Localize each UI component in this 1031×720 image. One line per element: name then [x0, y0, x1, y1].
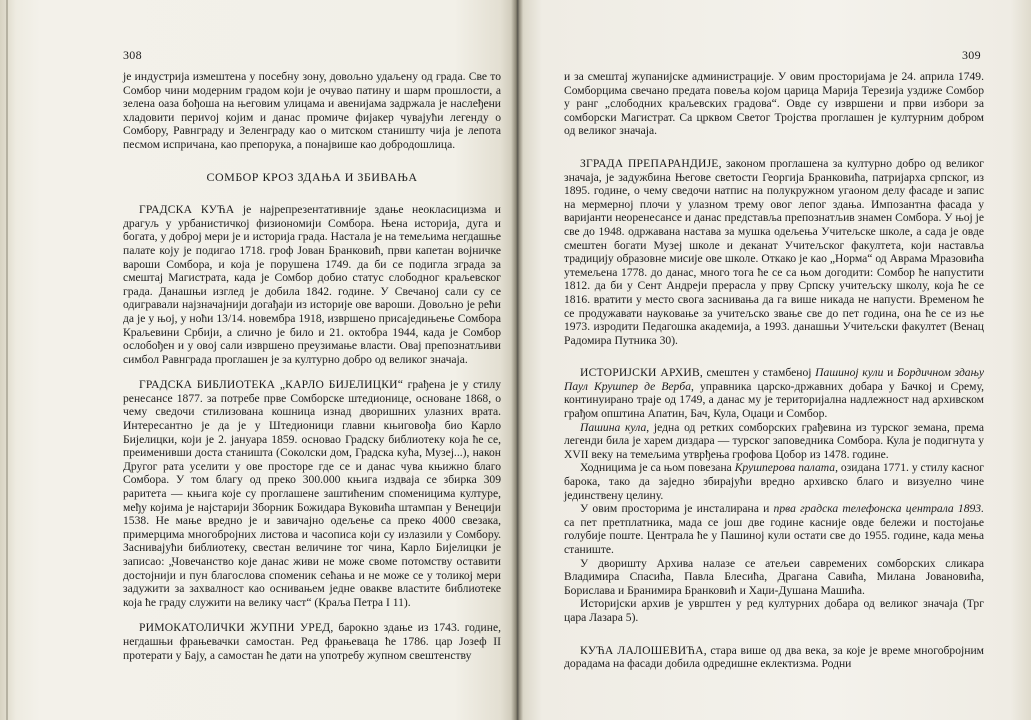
paragraph — [564, 461, 984, 502]
italic-name: Крушперова палата — [734, 461, 836, 475]
paragraph-lead: РИМОКАТОЛИЧКИ ЖУПНИ УРЕД — [139, 621, 331, 635]
paragraph — [564, 421, 984, 462]
paragraph-body: , стара више од два века, за које је време многобројним дорадама на фасади добила одредишне еклектизма. Родни — [564, 643, 984, 671]
paragraph: и за смештај жупанијске администрације. У овим просторијама је 24. априла 1749. Сомборцима свечано предата повеља којом царица Марија Терезија уздиже Сомбор у ранг „слободних краљевских градова“. Овде су извршени и први избори за сомборски Магистрат. Са црквом Светог Тројства проглашен је културним добром од великог значаја. — [564, 70, 984, 138]
page-edge — [6, 0, 8, 720]
paragraph-body: , једна од ретких сомборских грађевина из турског земана, према легенди била је харем диздара — турског заповедника Сомбора. Кула је подигнута у XVII веку на темељима утврђења грофова Цобор из 1478. године. — [564, 420, 985, 461]
paragraph-body: Ходницима је са њом повезана — [580, 461, 735, 475]
paragraph-body: , смештен у стамбеној — [699, 366, 816, 380]
paragraph — [564, 644, 984, 671]
paragraph-lead: ЗГРАДА ПРЕПАРАНДИЈЕ — [580, 156, 719, 170]
paragraph-lead: ГРАДСКА БИБЛИОТЕКА „КАРЛО БИЈЕЛИЦКИ“ — [139, 378, 404, 392]
paragraph — [564, 157, 984, 347]
paragraph — [123, 203, 501, 366]
paragraph-body: грађена је у стилу ренесансе 1877. за потребе прве Сомборске штедионице, основане 1868, о чему сведочи стилизована кошница изнад дворишних улазних врата. Интересантно је да је у Штедионици главни књиговођа био Карло Бијелицки, који је 2. јануара 1859. основао Градску библиотеку која ће се, преименивши доста станишта (Соколски дом, Градска кућа, Музеј...), након Другог рата уселити у ове просторе где се и данас чува књижно благо Сомбора. У том благу од преко 300.000 књига издваја се збирка 309 раритета — књига које су проглашене заштићеним споменицима културе, међу којима је најстарији Зборник Божидара Вуковића штампан у Венецији 1538. Не мање вредно је и завичајно одељење са преко 4000 свезака, примерцима многобројних листова и часописа који су излазили у Сомбору. Заснивајући библиотеку, свестан величине тог чина, Карло Бијелицки је записао: „Човечанство које данас живи не може своме потомству оставити достојнији и пун благослова споменик сећања и не може се у толикој мери задужити за захвалност као оснивањем једне овакве властите библиотеке која ће граду служити на велику част“ (Краља Петра I 11). — [123, 378, 501, 609]
book-gutter — [511, 0, 523, 720]
right-page-text — [564, 70, 984, 671]
paragraph — [564, 502, 984, 556]
paragraph — [123, 621, 501, 662]
paragraph-body: је најрепрезентативније здање неокласицизма и драгуљ у урбанистичкој физиономији Сомбора. Њена историја, дуга и богата, у доброј мери је и историја града. Настала је на темељима негдашње палате коју је подигао 1718. гроф Јован Бранковић, први капетан војничке вароши Сомбора, и која је порушена 1749. да би се подигла зграда за смештај Магистрата, када је Сомбор добио статус слободног краљевског града. Данашњи изглед је добила 1842. године. У Свечаној сали су се одигравали најзначајнији догађаји из историје ове вароши. Довољно је рећи да је у њој, у ноћи 13/14. новембра 1918, извршено присаједињење Сомбора Краљевини Србији, а слично је било и 21. октобра 1944, када је Сомбор ослобођен и у овој сали извршено преузимање власти. Овај препознатљиви симбол Равнграда проглашен је за културно добро од великог значаја. — [123, 203, 502, 366]
section-heading: СОМБОР КРОЗ ЗДАЊА И ЗБИВАЊА — [206, 169, 418, 184]
page-number: 308 — [123, 48, 142, 62]
paragraph-body: са пет претплатника, мада се још две године касније овде бележи и постојање голубије поште. Централа ће у Пашиној кули остати све до 1955. године, када мења станиште. — [564, 515, 984, 556]
italic-name: Пашина кула — [580, 420, 647, 434]
paragraph — [564, 366, 984, 420]
paragraph-body: , законом проглашена за културно добро од великог значаја, је задужбина Његове светости Георгија Бранковића, патријарха српског, из 1895. године, о чему сведочи натпис на полукружном угаоном делу фасаде и запис на мермерној плочи у улазном трему овог лепог здања. Импозантна фасада у варијанти неоренесансе и данас представља препознатљив знамен Сомбора. У њој је све до 1948. одржавана настава за мушка одељења Учитељске школе, а сада је овде смештен богати Музеј школе и деканат Учитељског факултета, који наставља традицију образовне мисије ове школе. Откако је као „Норма“ од Аврама Мразовића утемељена 1778. до данас, много тога ће се са њом догодити: Сомбор ће напустити 1812. да би у Сент Андреји прерасла у прву Српску учитељску школу, која ће се 1816. вратити у место свога заснивања да га више никада не напусти. Временом ће се продужавати наукoвање за учитељско звање све до пет година, она ће се из ње 1973. изродити Педагошка академија, а 1993. данашњи Учитељски факултет (Венац Радомира Путника 30). — [564, 156, 985, 347]
paragraph-body: , озидана 1771. у стилу касног барока, тако да заједно збирајући вредно архивско благо и визуелно чине јединствену целину. — [564, 461, 984, 502]
italic-name: Пашиној кули — [815, 366, 884, 380]
paragraph-body: У овим просторима је инсталирана и — [580, 502, 774, 516]
page-number: 309 — [962, 48, 981, 62]
paragraph-body: , управника царско-државних добара у Бачкој и Срему, континуирано траје од 1749, а данас му је територијална надлежност над архивском грађом општина Апатин, Бач, Кула, Оџаци и Сомбор. — [564, 379, 985, 421]
italic-name: Бордичном здању Паул Крушпер де Верба — [564, 366, 985, 393]
paragraph: У дворишту Архива налазе се атељеи савремених сомборских сликара Владимира Спасића, Павла Блесића, Драгана Савића, Милана Јовановића, Бориславa и Бранимира Бранковић и Хаџи-Душана Машића. — [564, 556, 984, 597]
paragraph-body: , барокно здање из 1743. године, негдашњи фрањевачки самостан. Ред фрањеваца ће 1786. цар Јозеф II протерати у Бају, а самостан ће дати на употребу жупном свештенству — [123, 621, 501, 662]
paragraph-lead: ГРАДСКА КУЋА — [139, 203, 235, 217]
italic-name: прва градска телефонска централа 1893. — [773, 502, 984, 516]
paragraph-body: и — [883, 366, 897, 380]
paragraph: Историјски архив је уврштен у ред културних добара од великог значаја (Трг цара Лазара 5). — [564, 597, 984, 624]
paragraph: је индустрија измештена у посебну зону, довољно удаљену од града. Све то Сомбор чини модерним градом који је очувао патину и шарм прошлости, а зелена оаза бођоша на његовим улицама и авенијама задржала је наслеђени хладовити периvoj којим и данас промиче фијакер чувајући легенду о Сомбору, Равнграду и Зеленграду као о митском станишту чија је лепота песмом испричана, као препорука, а понајвише као добродошлица. — [123, 70, 501, 151]
left-page-text — [123, 70, 501, 662]
paragraph-lead: ИСТОРИЈСКИ АРХИВ — [580, 366, 700, 380]
paragraph-lead: КУЋА ЛАЛОШЕВИЋА — [580, 643, 704, 657]
paragraph — [123, 378, 501, 609]
right-page — [516, 0, 1031, 720]
